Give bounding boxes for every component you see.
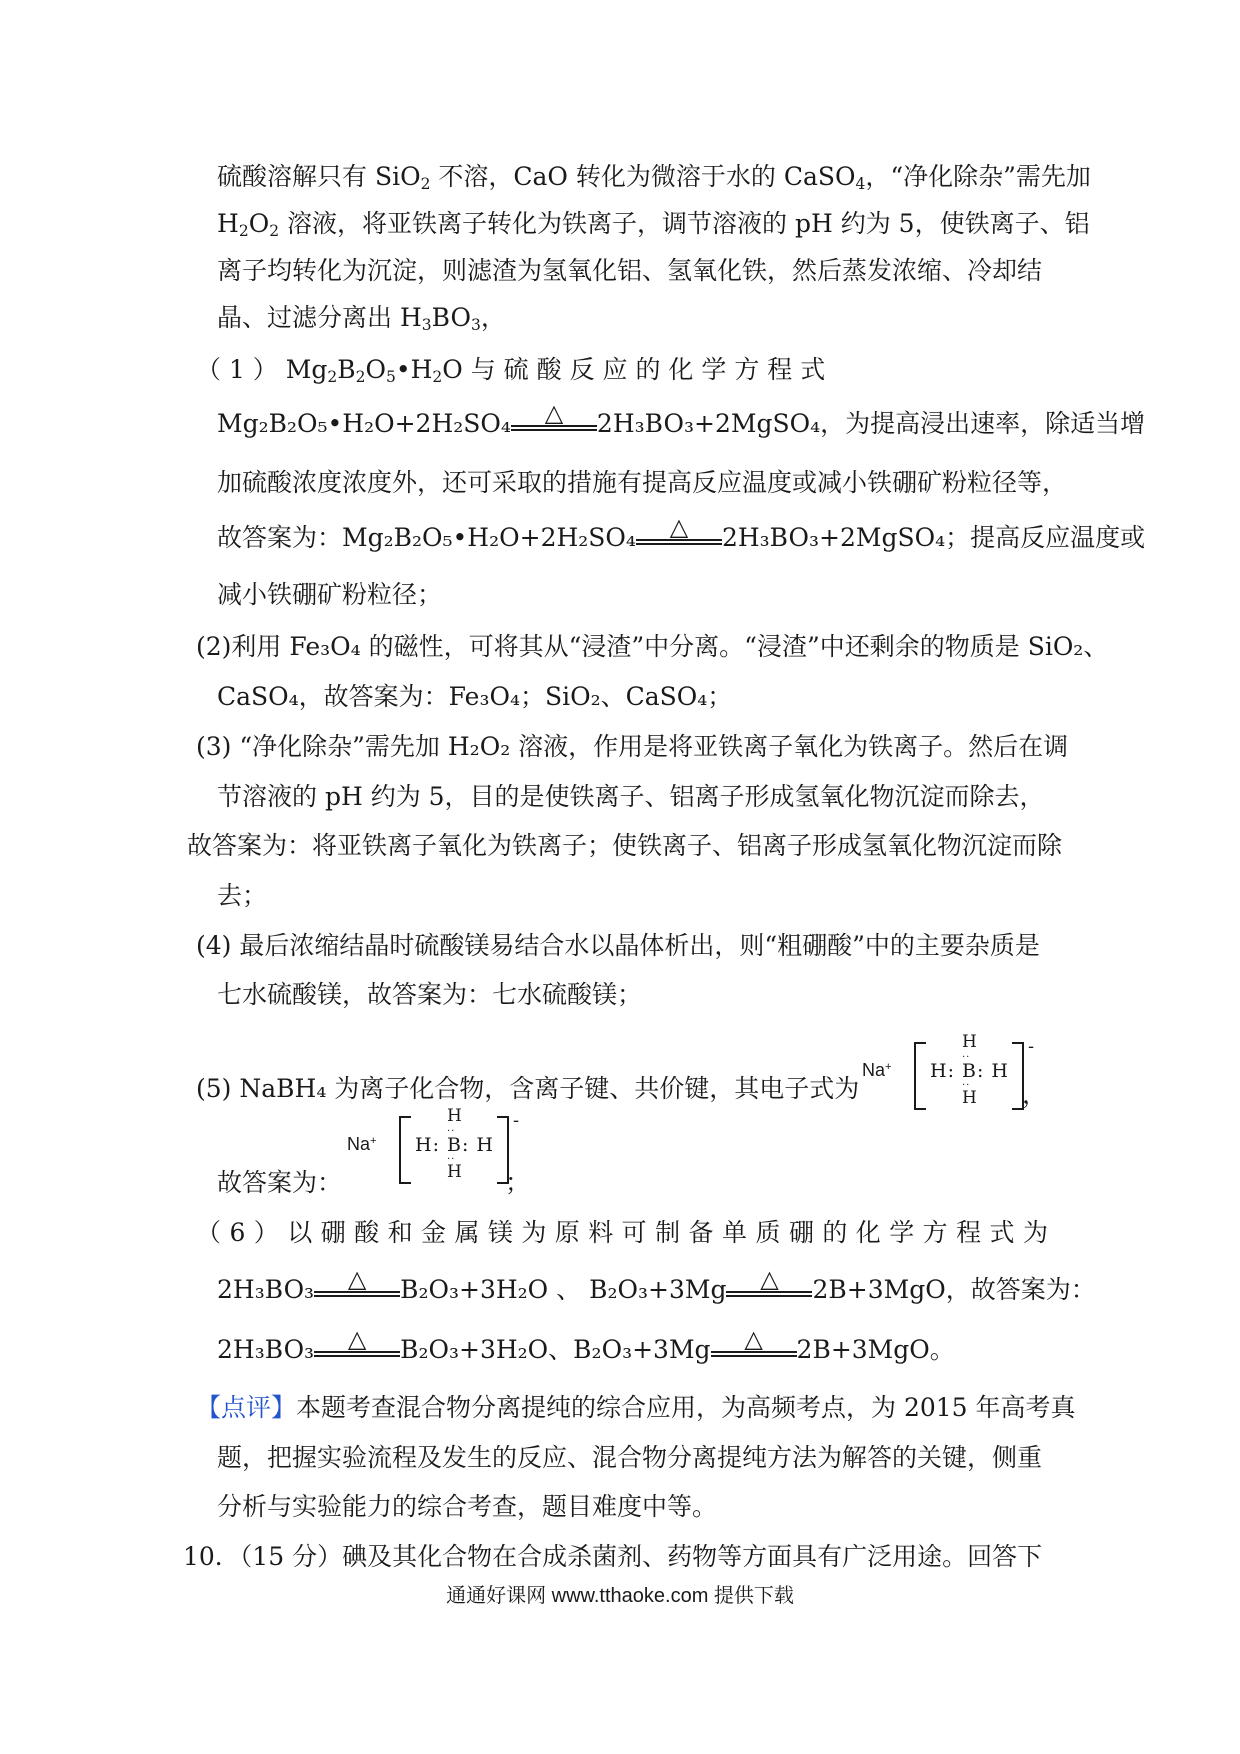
q2-line-1: (2)利用 Fe₃O₄ 的磁性，可将其从“浸渣”中分离。“浸渣”中还剩余的物质是 SiO₂、 bbox=[196, 632, 1109, 661]
q1-answer-line bbox=[217, 513, 1146, 555]
text-segment: ，“净化除杂”需先加 bbox=[865, 162, 1091, 191]
text-segment: O 与 硫 酸 反 应 的 化 学 方 程 式 bbox=[442, 355, 826, 384]
explanation-line-2: $H_2O_2$ 溶液，将亚铁离子转化为铁离子，调节溶液的 pH 约为 5，使铁离子、铝 bbox=[217, 209, 1090, 240]
equation-products: B₂O₃+3H₂O bbox=[400, 1275, 549, 1304]
q1-line-3: 加硫酸浓度浓度外，还可采取的措施有提高反应温度或减小铁硼矿粉粒径等， bbox=[217, 468, 1068, 497]
q6-equation-line-1 bbox=[217, 1265, 1096, 1307]
text-segment: （ 1 ） Mg bbox=[196, 355, 328, 384]
heat-triangle-icon: △ bbox=[760, 1265, 779, 1293]
equation-reactants: Mg₂B₂O₅•H₂O+2H₂SO₄ bbox=[342, 523, 636, 552]
double-bar bbox=[636, 539, 722, 545]
comment-line-1 bbox=[196, 1391, 1076, 1425]
text-segment: B bbox=[337, 355, 356, 384]
equation-products: B₂O₃+3H₂O、B₂O₃+3Mg bbox=[400, 1335, 711, 1364]
text-segment: ，为提高浸出速率，除适当增 bbox=[820, 409, 1146, 438]
cation-charge: + bbox=[370, 1134, 377, 1147]
text-segment: 硫酸溶解只有 SiO bbox=[217, 162, 421, 191]
comment-tag: 【点评】 bbox=[196, 1393, 297, 1422]
text-segment: H bbox=[217, 209, 239, 238]
double-bar bbox=[711, 1351, 797, 1357]
q2-line-2: CaSO₄，故答案为：Fe₃O₄；SiO₂、CaSO₄； bbox=[217, 682, 733, 711]
footer-source: 通通好课网 www.tthaoke.com 提供下载 bbox=[446, 1585, 794, 1607]
q3-line-2: 节溶液的 pH 约为 5，目的是使铁离子、铝离子形成氢氧化物沉淀而除去， bbox=[217, 782, 1045, 811]
bottom-electron-pair: ·· bbox=[447, 1154, 456, 1165]
double-bar bbox=[314, 1351, 400, 1357]
comment-line-2: 题，把握实验流程及发生的反应、混合物分离提纯方法为解答的关键，侧重 bbox=[217, 1443, 1043, 1472]
q1-line-1: （ 1 ） $Mg_2B_2O_5•H_2O$ 与 硫 酸 反 应 的 化 学 方 程 式 bbox=[196, 355, 826, 386]
text-segment: ；提高反应温度或 bbox=[945, 523, 1146, 552]
explanation-line-1: 硫酸溶解只有 SiO$_2$ 不溶，CaO 转化为微溶于水的 CaSO$_4$，“净化除杂”需先加 bbox=[217, 162, 1091, 193]
sodium-cation bbox=[862, 1060, 892, 1081]
q1-line-5: 减小铁硼矿粉粒径； bbox=[217, 580, 443, 609]
q3-line-3: 故答案为：将亚铁离子氧化为铁离子；使铁离子、铝离子形成氢氧化物沉淀而除 bbox=[187, 831, 1063, 860]
sodium-cation bbox=[347, 1134, 377, 1155]
bottom-hydrogen: H bbox=[447, 1162, 462, 1182]
left-bracket bbox=[399, 1116, 411, 1184]
heating-arrow bbox=[636, 513, 722, 555]
q6-line-1: （6）以硼酸和金属镁为原料可制备单质硼的化学方程式为 bbox=[196, 1218, 1048, 1247]
q5-semicolon: ； bbox=[505, 1168, 531, 1197]
text-segment: 溶液，将亚铁离子转化为铁离子，调节溶液的 pH 约为 5，使铁离子、铝 bbox=[279, 209, 1090, 238]
cation-symbol: Na bbox=[347, 1134, 371, 1154]
bottom-hydrogen: H bbox=[962, 1088, 977, 1108]
equation-reactants: Mg₂B₂O₅•H₂O+2H₂SO₄ bbox=[217, 409, 511, 438]
text-segment: 不溶，CaO 转化为微溶于水的 CaSO bbox=[430, 162, 856, 191]
double-bar bbox=[314, 1291, 400, 1297]
top-hydrogen: H bbox=[447, 1106, 462, 1126]
text-segment: 晶、过滤分离出 H bbox=[217, 303, 422, 332]
heating-arrow bbox=[711, 1325, 797, 1367]
heating-arrow bbox=[726, 1265, 812, 1307]
heat-triangle-icon: △ bbox=[669, 513, 689, 541]
top-electron-pair: ·· bbox=[962, 1052, 971, 1063]
equation-reactants: 2H₃BO₃ bbox=[217, 1275, 315, 1304]
q5-comma: ， bbox=[1022, 1080, 1048, 1109]
q6-equation-line-2 bbox=[217, 1325, 955, 1367]
comment-line-3: 分析与实验能力的综合考查，题目难度中等。 bbox=[217, 1492, 718, 1521]
separator: 、 bbox=[548, 1275, 590, 1304]
heating-arrow bbox=[511, 399, 597, 441]
answer-prefix: 故答案为： bbox=[217, 523, 343, 552]
text-segment: •H bbox=[395, 355, 433, 384]
equation-products: 2H₃BO₃+2MgSO₄ bbox=[596, 409, 821, 438]
q1-equation-line bbox=[217, 399, 1146, 441]
q3-line-1: (3) “净化除杂”需先加 H₂O₂ 溶液，作用是将亚铁离子氧化为铁离子。然后在调 bbox=[196, 732, 1069, 761]
question-10-line-1: 10．（15 分）碘及其化合物在合成杀菌剂、药物等方面具有广泛用途。回答下 bbox=[183, 1542, 1043, 1571]
q4-line-1: (4) 最后浓缩结晶时硫酸镁易结合水以晶体析出，则“粗硼酸”中的主要杂质是 bbox=[196, 931, 1040, 960]
cation-symbol: Na bbox=[862, 1060, 886, 1080]
lewis-core: H: B: H bbox=[930, 1060, 1009, 1082]
heating-arrow bbox=[314, 1325, 400, 1367]
text-segment: ， bbox=[480, 303, 506, 332]
equation-products: 2H₃BO₃+2MgSO₄ bbox=[721, 523, 946, 552]
text-segment: 本题考查混合物分离提纯的综合应用，为高频考点，为 2015 年高考真 bbox=[296, 1393, 1076, 1422]
heat-triangle-icon: △ bbox=[347, 1265, 367, 1293]
heat-triangle-icon: △ bbox=[544, 399, 564, 427]
left-bracket bbox=[914, 1042, 926, 1110]
text-segment: BO bbox=[431, 303, 471, 332]
bottom-electron-pair: ·· bbox=[962, 1080, 971, 1091]
explanation-line-4: 晶、过滤分离出 $H_3BO_3$， bbox=[217, 303, 506, 334]
text-segment: ，故答案为： bbox=[945, 1275, 1096, 1304]
cation-charge: + bbox=[885, 1060, 892, 1073]
equation-products: 2B+3MgO。 bbox=[796, 1335, 955, 1364]
explanation-line-3: 离子均转化为沉淀，则滤渣为氢氧化铝、氢氧化铁，然后蒸发浓缩、冷却结 bbox=[217, 256, 1043, 285]
q4-line-2: 七水硫酸镁，故答案为：七水硫酸镁； bbox=[217, 980, 643, 1009]
heat-triangle-icon: △ bbox=[744, 1325, 763, 1353]
heating-arrow bbox=[314, 1265, 400, 1307]
text-segment: O bbox=[365, 355, 386, 384]
q5-answer-prefix: 故答案为： bbox=[217, 1168, 343, 1197]
q5-line-1: (5) NaBH₄ 为离子化合物，含离子键、共价键，其电子式为 bbox=[196, 1074, 860, 1103]
equation-reactants: 2H₃BO₃ bbox=[217, 1335, 315, 1364]
q3-line-4: 去； bbox=[217, 881, 268, 910]
top-hydrogen: H bbox=[962, 1032, 977, 1052]
double-bar bbox=[726, 1291, 812, 1297]
heat-triangle-icon: △ bbox=[347, 1325, 367, 1353]
anion-charge: - bbox=[1028, 1036, 1035, 1057]
equation-products: 2B+3MgO bbox=[812, 1275, 946, 1304]
equation-reactants: B₂O₃+3Mg bbox=[589, 1275, 727, 1304]
lewis-core: H: B: H bbox=[415, 1134, 494, 1156]
anion-charge: - bbox=[513, 1110, 520, 1131]
text-segment: O bbox=[248, 209, 270, 238]
double-bar bbox=[511, 425, 597, 431]
top-electron-pair: ·· bbox=[447, 1126, 456, 1137]
